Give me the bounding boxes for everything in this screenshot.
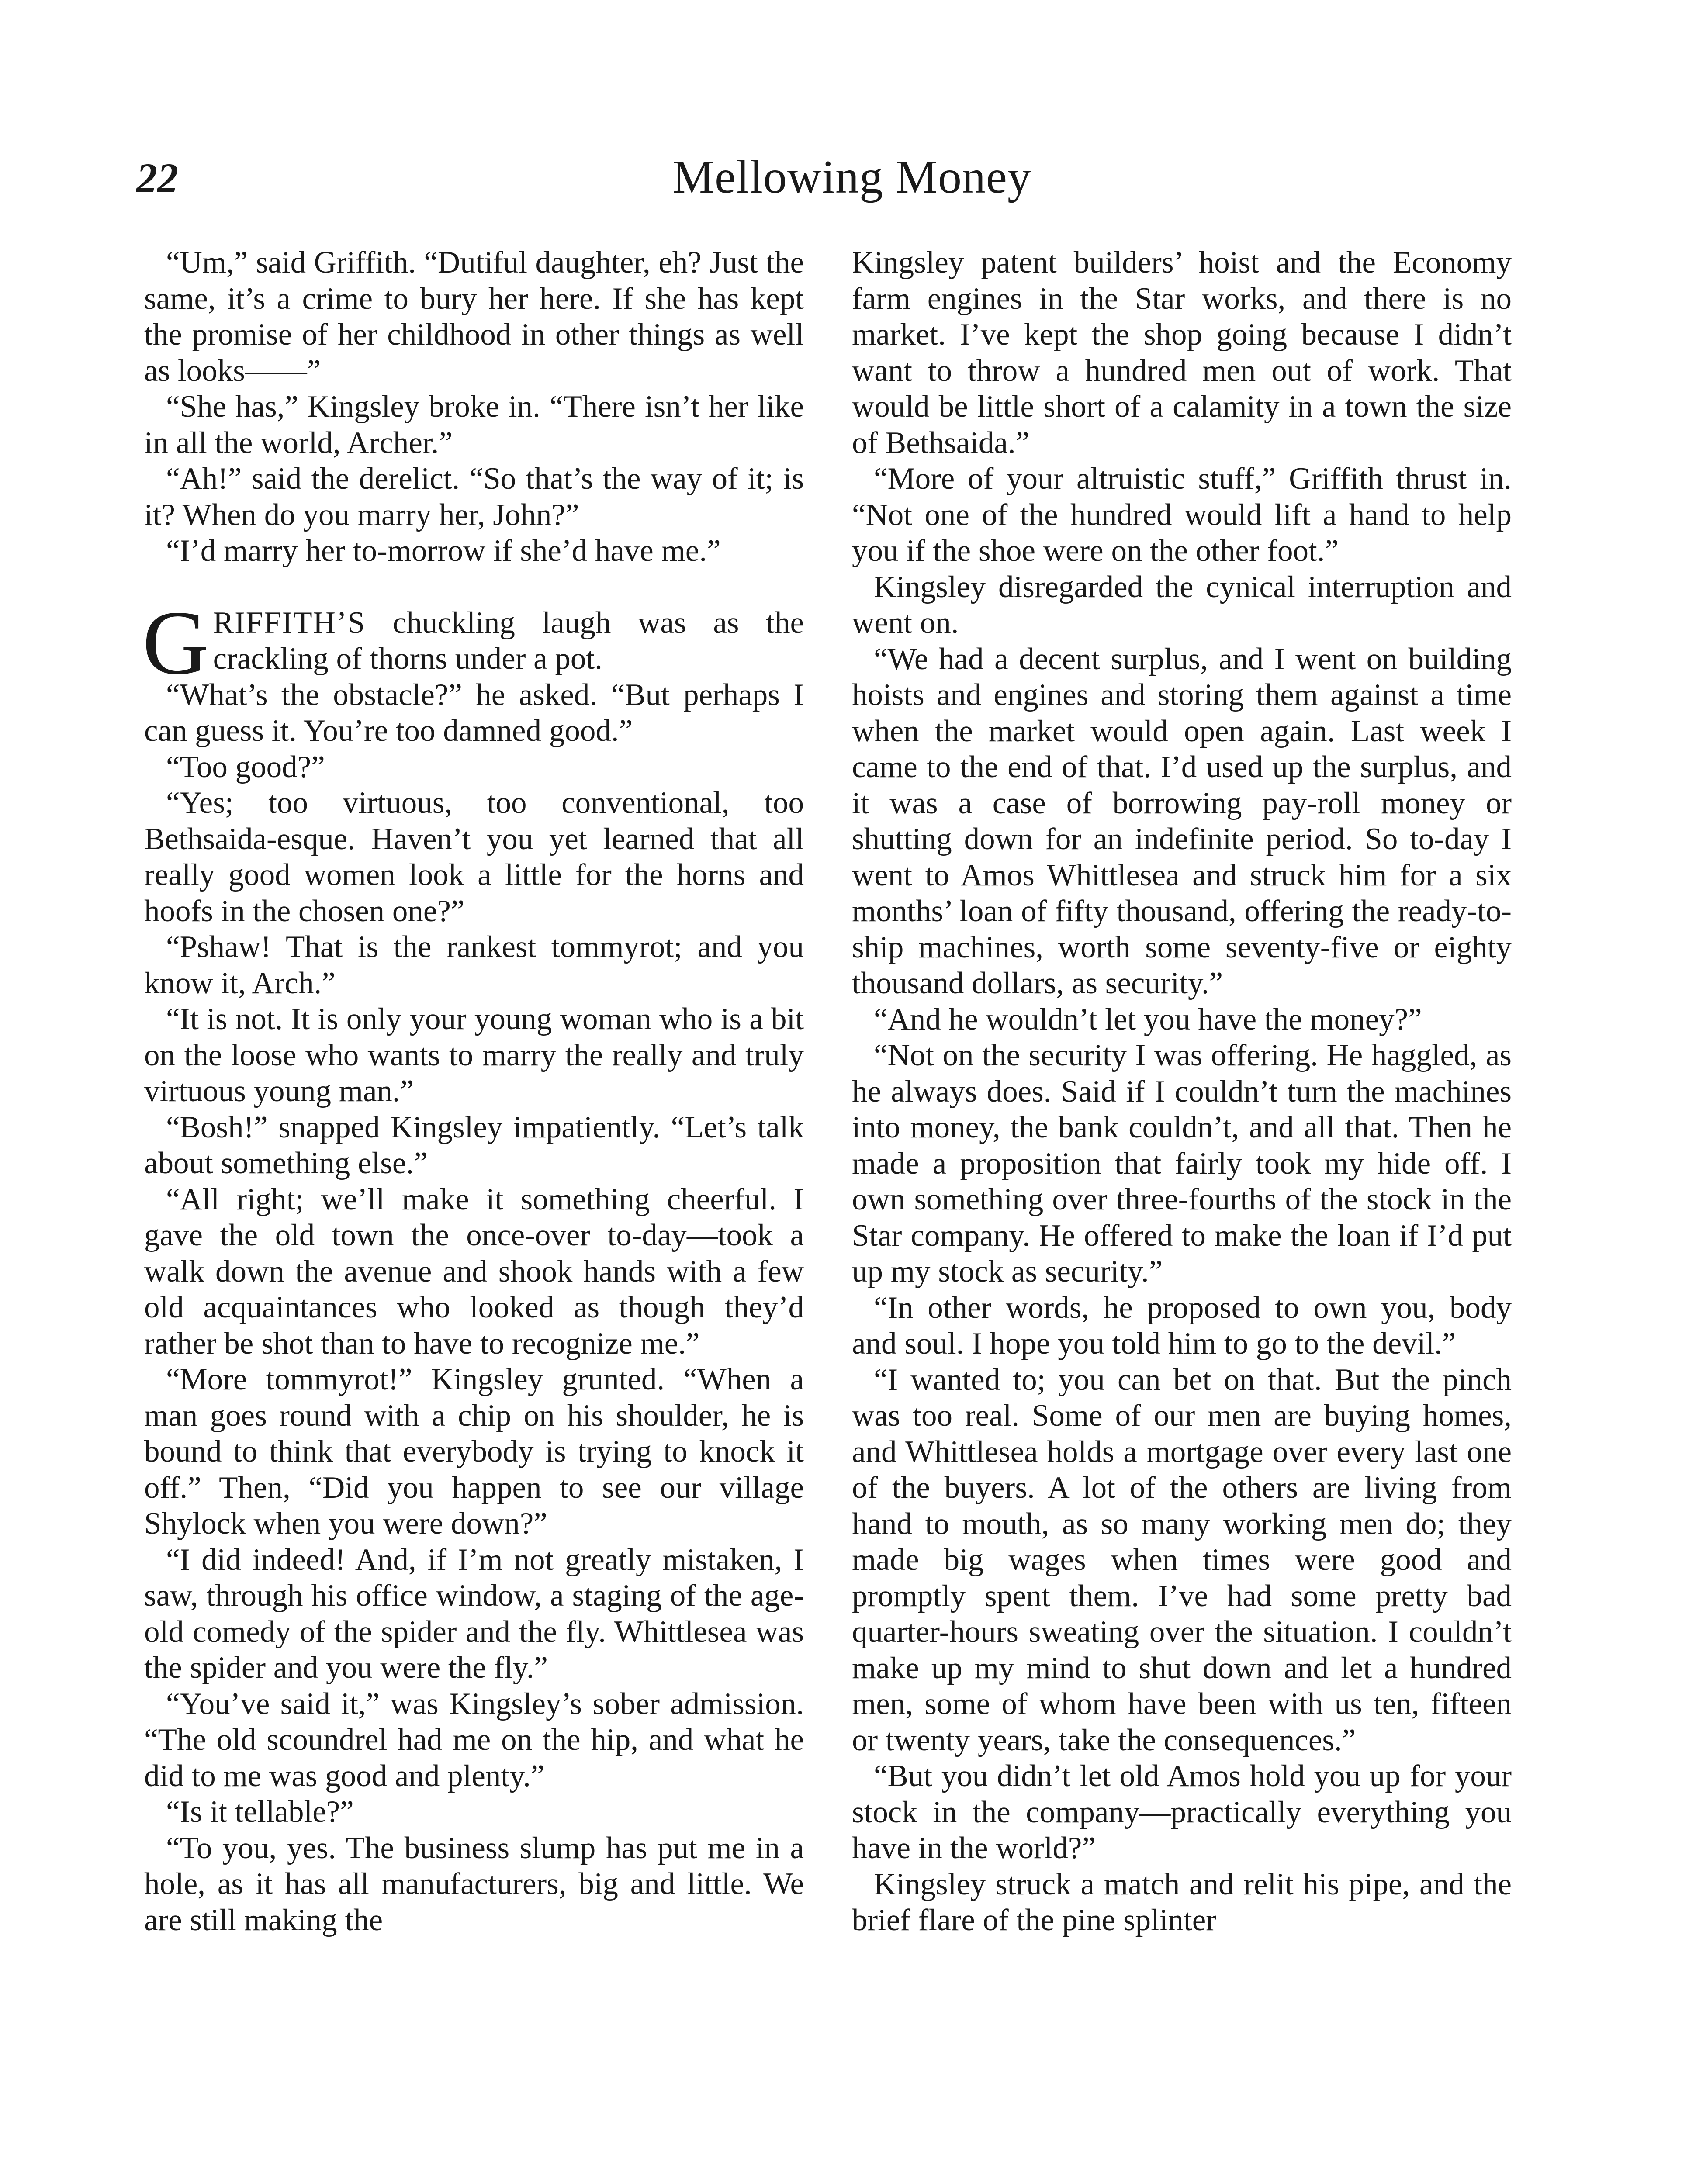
paragraph: “Bosh!” snapped Kingsley impatiently. “Let’s talk about something else.”	[144, 1110, 804, 1180]
paragraph: Kingsley disregarded the cynical interruption and went on.	[852, 570, 1512, 640]
section-break	[144, 569, 804, 605]
paragraph: Kingsley patent builders’ hoist and the Economy farm engines in the Star works, and there is no market. I’ve kept the shop going because I didn’t want to throw a hundred men out of work. That would be little short of a calamity in a town the size of Bethsaida.”	[852, 245, 1512, 460]
paragraph: Kingsley struck a match and relit his pipe, and the brief flare of the pine splinter	[852, 1867, 1512, 1937]
paragraph: “And he wouldn’t let you have the money?”	[874, 1002, 1422, 1037]
paragraph: “It is not. It is only your young woman who is a bit on the loose who wants to marry the really and truly virtuous young man.”	[144, 1002, 804, 1108]
drop-cap: G	[142, 592, 209, 694]
paragraph: “She has,” Kingsley broke in. “There isn’t her like in all the world, Archer.”	[144, 390, 804, 460]
paragraph: “Too good?”	[166, 750, 325, 784]
paragraph: “To you, yes. The business slump has put me in a hole, as it has all manufacturers, big and little. We are still making the	[144, 1831, 804, 1937]
paragraph: “But you didn’t let old Amos hold you up for your stock in the company—practically everything you have in the world?”	[852, 1759, 1512, 1865]
right-column	[852, 245, 1512, 1939]
paragraph: “You’ve said it,” was Kingsley’s sober admission. “The old scoundrel had me on the hip, and what he did to me was good and plenty.”	[144, 1686, 804, 1793]
left-column	[144, 245, 804, 1938]
paragraph: “Not on the security I was offering. He haggled, as he always does. Said if I couldn’t turn the machines into money, the bank couldn’t, and all that. Then he made a proposition that fairly took my hide off. I own something over three-fourths of the stock in the Star company. He offered to make the loan if I’d put up my stock as security.”	[852, 1038, 1512, 1289]
paragraph: “What’s the obstacle?” he asked. “But perhaps I can guess it. You’re too damned good.”	[144, 677, 804, 748]
page-number: 22	[136, 155, 178, 201]
paragraph: “More tommyrot!” Kingsley grunted. “When a man goes round with a chip on his shoulder, he is bound to think that everybody is trying to knock it off.” Then, “Did you happen to see our village Shylock when you were down?”	[144, 1362, 804, 1541]
paragraph: “In other words, he proposed to own you, body and soul. I hope you told him to go to the devil.”	[852, 1290, 1512, 1361]
paragraph: “Is it tellable?”	[166, 1795, 354, 1829]
section-opening-paragraph	[142, 592, 804, 694]
paragraph: “Ah!” said the derelict. “So that’s the way of it; is it? When do you marry her, John?”	[144, 462, 804, 532]
paragraph: “All right; we’ll make it something cheerful. I gave the old town the once-over to-day—took a walk down the avenue and shook hands with a few old acquaintances who looked as though they’d rather be shot than to have to recognize me.”	[144, 1182, 804, 1361]
paragraph: “Pshaw! That is the rankest tommyrot; and you know it, Arch.”	[144, 930, 804, 1000]
paragraph: “I did indeed! And, if I’m not greatly mistaken, I saw, through his office window, a staging of the age-old comedy of the spider and the fly. Whittlesea was the spider and you were the fly.”	[144, 1542, 804, 1685]
paragraph: “I’d marry her to-morrow if she’d have me.”	[166, 534, 721, 568]
running-title: Mellowing Money	[672, 151, 1031, 203]
small-caps-lead: RIFFITH’S	[213, 605, 366, 640]
paragraph: “Yes; too virtuous, too conventional, too Bethsaida-esque. Haven’t you yet learned that all really good women look a little for the horns and hoofs in the chosen one?”	[144, 786, 804, 928]
paragraph-text: chuckling laugh was as the crackling of thorns under a pot.	[213, 605, 804, 676]
paragraph: “More of your altruistic stuff,” Griffith thrust in. “Not one of the hundred would lift a hand to help you if the shoe were on the other foot.”	[852, 462, 1512, 568]
paragraph: “We had a decent surplus, and I went on building hoists and engines and storing them against a time when the market would open again. Last week I came to the end of that. I’d used up the surplus, and it was a case of borrowing pay-roll money or shutting down for an indefinite period. So to-day I went to Amos Whittlesea and struck him for a six months’ loan of fifty thousand, offering the ready-to-ship machines, worth some seventy-five or eighty thousand dollars, as security.”	[852, 642, 1512, 1000]
paragraph: “Um,” said Griffith. “Dutiful daughter, eh? Just the same, it’s a crime to bury her here. If she has kept the promise of her childhood in other things as well as looks——”	[144, 245, 804, 388]
paragraph: “I wanted to; you can bet on that. But the pinch was too real. Some of our men are buying homes, and Whittlesea holds a mortgage over every last one of the buyers. A lot of the others are living from hand to mouth, as so many working men do; they made big wages when times were good and promptly spent them. I’ve had some pretty bad quarter-hours sweating over the situation. I couldn’t make up my mind to shut down and let a hundred men, some of whom have been with us ten, fifteen or twenty years, take the consequences.”	[852, 1362, 1512, 1757]
